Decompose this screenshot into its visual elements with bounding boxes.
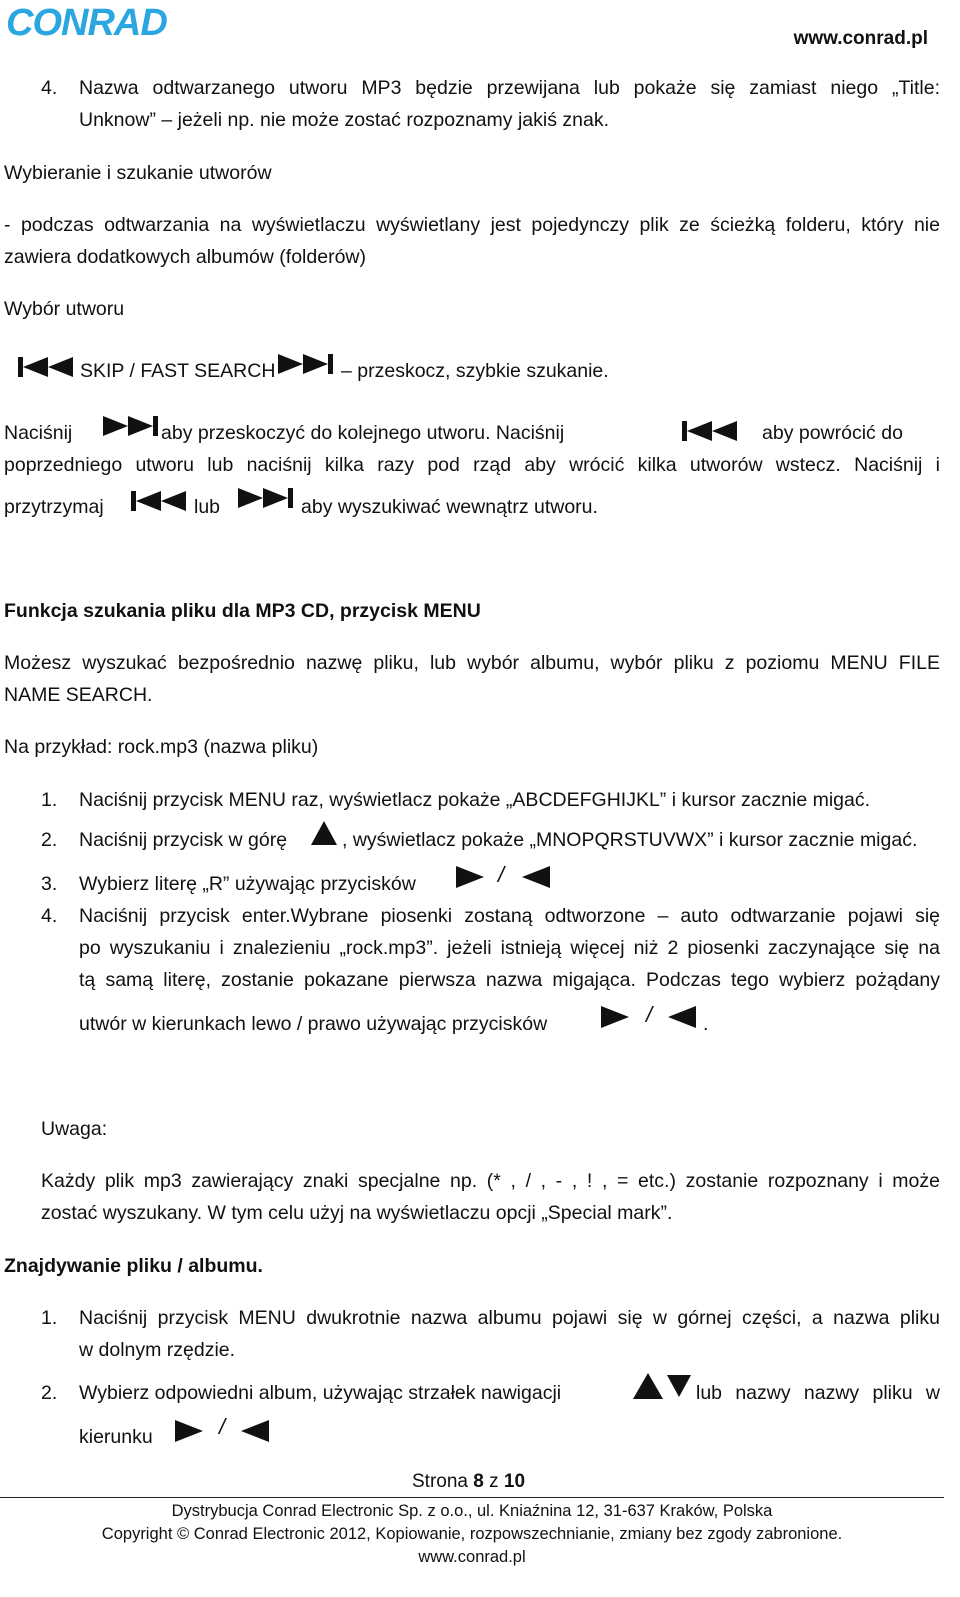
down-arrow-icon [666,1374,692,1398]
skip-back-icon [131,489,187,513]
footer-copyright: Copyright © Conrad Electronic 2012, Kopiowanie, rozpowszechnianie, zmiany bez zgody zabronione. [101,1525,843,1543]
skip-forward-icon [238,486,294,510]
section-heading-select: Wybieranie i szukanie utworów [4,162,272,184]
find-step1-number: 1. [41,1307,58,1329]
slash-separator-icon: / [219,1414,226,1439]
search-text-line1: Możesz wyszukać bezpośrednio nazwę pliku, lub wybór albumu, wybór pliku z poziomu MENU FILE [4,652,940,674]
find-step1-line1: Naciśnij przycisk MENU dwukrotnie nazwa albumu pojawi się w górnej części, a nazwa pliku [79,1307,940,1329]
step4-line4-end: . [703,1013,709,1035]
step4-line2: po wyszukaniu i znalezieniu „rock.mp3”. jeżeli istnieją więcej niż 2 piosenki zaczynające się na [79,937,940,959]
slash-separator-icon: / [498,862,505,887]
step4-line4: utwór w kierunkach lewo / prawo używając przycisków [79,1013,548,1035]
right-arrow-icon [173,1418,205,1444]
find-step2-text-a: Wybierz odpowiedni album, używając strzałek nawigacji [79,1382,562,1404]
item4-line2: Unknow” – jeżeli np. nie może zostać rozpoznamy jakiś znak. [79,109,609,131]
skip-description: – przeskocz, szybkie szukanie. [341,360,609,382]
step4-line1: Naciśnij przycisk enter.Wybrane piosenki zostaną odtworzone – auto odtwarzanie pojawi się [79,905,940,927]
find-step2-number: 2. [41,1382,58,1404]
skip-label: SKIP / FAST SEARCH [80,360,276,382]
header-site-url: www.conrad.pl [793,28,928,49]
logo-text: CONRAD [6,1,167,44]
search-example: Na przykład: rock.mp3 (nazwa pliku) [4,736,319,758]
left-arrow-icon [666,1004,698,1030]
press-return-text: aby powrócić do [762,422,903,444]
section-heading-search: Funkcja szukania pliku dla MP3 CD, przycisk MENU [4,600,481,622]
page-number [412,1471,525,1493]
footer-site-url: www.conrad.pl [418,1548,526,1566]
item4-number: 4. [41,77,58,99]
press-word-1: Naciśnij [4,422,73,444]
select-text-line1: - podczas odtwarzania na wyświetlaczu wyświetlany jest pojedynczy plik ze ścieżką folderu, który nie [4,214,940,236]
item4-line1: Nazwa odtwarzanego utworu MP3 będzie przewijana lub pokaże się zamiast niego „Title: [79,77,940,99]
press-paragraph-line2: poprzedniego utworu lub naciśnij kilka razy pod rząd aby wrócić kilka utworów wstecz. Naciśnij i [4,454,940,476]
step3-text: Wybierz literę „R” używając przycisków [79,873,416,895]
page-total: 10 [503,1471,526,1492]
step2-text-a: Naciśnij przycisk w górę [79,829,288,851]
skip-back-icon [18,355,74,379]
skip-forward-icon [278,352,334,376]
subheading-track-select: Wybór utworu [4,298,125,320]
find-step2-line2: kierunku [79,1426,153,1448]
footer-divider [0,1497,944,1498]
note-line2: zostać wyszukany. W tym celu użyj na wyświetlaczu opcji „Special mark”. [41,1202,673,1224]
or-text: lub [194,496,221,518]
page-prefix: Strona [412,1471,474,1492]
page-mid: z [483,1471,504,1492]
note-line1: Każdy plik mp3 zawierający znaki specjalne np. (* , / , - , ! , = etc.) zostanie rozpoznany i może [41,1170,940,1192]
step1-number: 1. [41,789,58,811]
step2-number: 2. [41,829,58,851]
up-arrow-icon [310,820,338,846]
skip-back-icon [682,419,738,443]
skip-forward-icon [103,414,159,438]
press-skip-next-text: aby przeskoczyć do kolejnego utworu. Naciśnij [161,422,565,444]
find-step2-text-b: lub nazwy nazwy pliku w [696,1382,940,1404]
search-within-text: aby wyszukiwać wewnątrz utworu. [301,496,598,518]
left-arrow-icon [239,1418,271,1444]
step3-number: 3. [41,873,58,895]
step4-line3: tą samą literę, zostanie pokazane pierwsza nazwa migająca. Podczas tego wybierz pożądany [79,969,940,991]
slash-separator-icon: / [646,1002,653,1027]
page-current: 8 [473,1471,484,1492]
press-hold-text: przytrzymaj [4,496,104,518]
right-arrow-icon [599,1004,631,1030]
step4-number: 4. [41,905,58,927]
conrad-logo [6,0,167,46]
search-text-line2: NAME SEARCH. [4,684,153,706]
section-heading-find: Znajdywanie pliku / albumu. [4,1255,263,1277]
select-text-line2: zawiera dodatkowych albumów (folderów) [4,246,366,268]
find-step1-line2: w dolnym rzędzie. [79,1339,236,1361]
right-arrow-icon [454,864,486,890]
up-arrow-icon [632,1372,664,1400]
step1-text: Naciśnij przycisk MENU raz, wyświetlacz pokaże „ABCDEFGHIJKL” i kursor zacznie migać. [79,789,871,811]
step2-text-b: , wyświetlacz pokaże „MNOPQRSTUVWX” i kursor zacznie migać. [342,829,918,851]
left-arrow-icon [520,864,552,890]
note-label: Uwaga: [41,1118,108,1140]
footer-distribution: Dystrybucja Conrad Electronic Sp. z o.o., ul. Kniaźnina 12, 31-637 Kraków, Polska [171,1502,773,1520]
